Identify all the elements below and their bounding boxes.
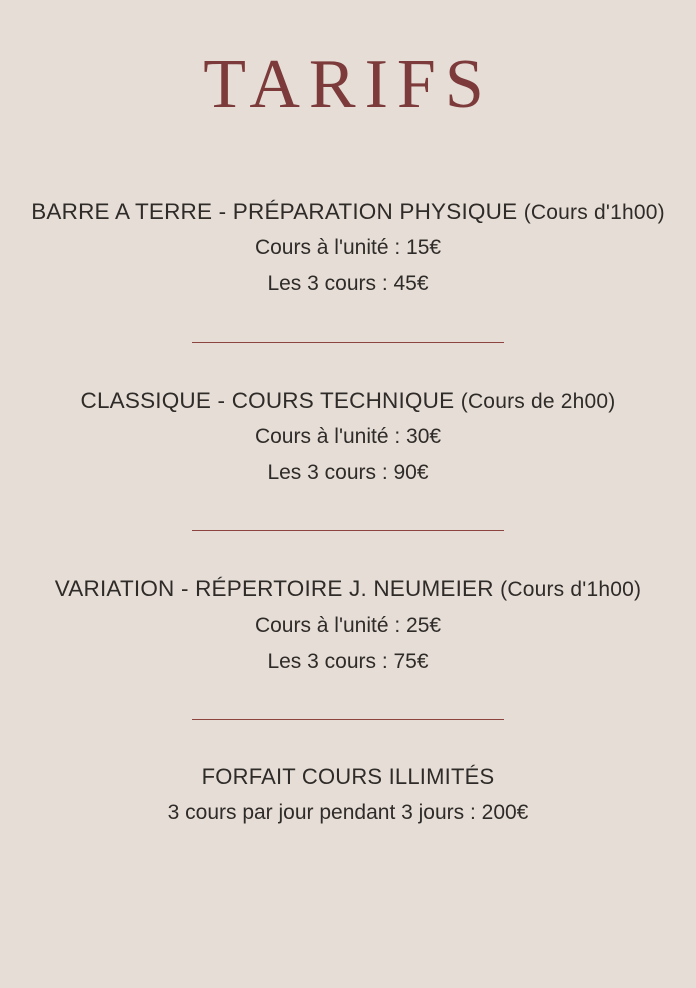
section-heading-main: CLASSIQUE - COURS TECHNIQUE	[80, 387, 461, 413]
pricing-section-variation	[0, 575, 696, 675]
section-heading-main: VARIATION - RÉPERTOIRE J. NEUMEIER	[54, 576, 501, 602]
section-heading-main: FORFAIT COURS ILLIMITÉS	[201, 764, 495, 790]
pricing-sections	[0, 198, 696, 827]
section-heading	[0, 198, 696, 225]
section-heading	[0, 387, 696, 414]
section-heading	[0, 575, 696, 602]
section-price-pack: Les 3 cours : 90€	[267, 461, 429, 485]
pricing-section-forfait	[0, 764, 696, 827]
section-divider	[192, 530, 504, 531]
section-price-unit: Cours à l'unité : 15€	[254, 236, 442, 260]
pricing-section-classique	[0, 387, 696, 487]
section-heading-main: BARRE A TERRE - PRÉPARATION PHYSIQUE	[31, 199, 524, 224]
section-divider	[192, 342, 504, 343]
section-heading-duration: (Cours de 2h00)	[460, 389, 616, 413]
section-heading	[0, 764, 696, 790]
section-price-unit: Cours à l'unité : 25€	[254, 613, 442, 637]
section-price-pack: Les 3 cours : 45€	[267, 272, 429, 296]
section-price-unit: 3 cours par jour pendant 3 jours : 200€	[167, 801, 529, 825]
section-price-unit: Cours à l'unité : 30€	[254, 424, 442, 448]
section-price-pack: Les 3 cours : 75€	[267, 649, 429, 673]
page-title: TARIFS	[203, 46, 493, 123]
section-divider	[192, 719, 504, 720]
section-heading-duration: (Cours d'1h00)	[523, 201, 665, 224]
pricing-section-barre-a-terre	[0, 198, 696, 298]
section-heading-duration: (Cours d'1h00)	[500, 578, 642, 602]
